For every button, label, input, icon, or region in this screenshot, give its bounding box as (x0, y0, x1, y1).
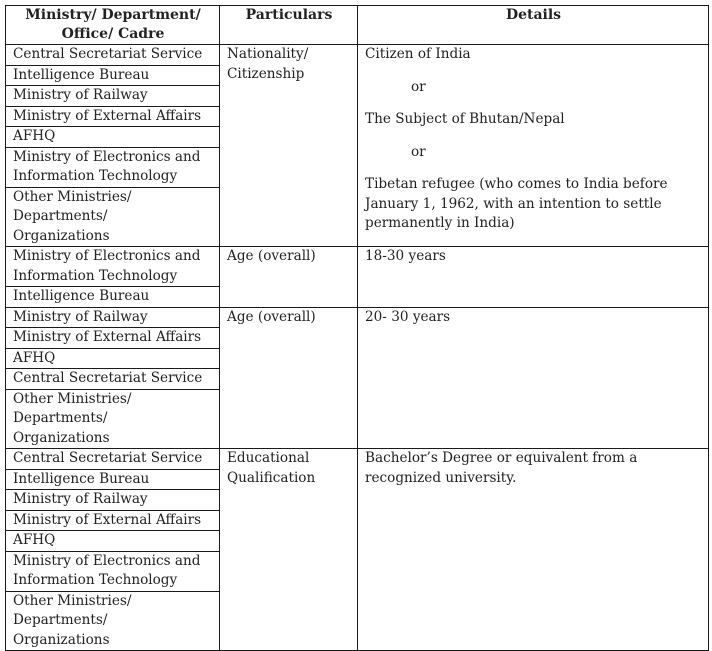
department-cell (6, 490, 220, 511)
details-or-text: or (411, 143, 426, 160)
department-cell (6, 551, 220, 591)
header-details: Details (358, 6, 709, 45)
department-cell (6, 389, 220, 449)
department-line: Ministry of External Affairs (13, 511, 202, 528)
particulars-cell (220, 247, 358, 308)
table-row (6, 307, 709, 328)
details-cell (358, 45, 709, 247)
department-cell (6, 328, 220, 349)
department-cell (6, 86, 220, 107)
department-cell (6, 531, 220, 552)
particulars-line: Qualification (227, 469, 316, 486)
details-citizen-text: Citizen of India (365, 46, 471, 62)
department-line: Information Technology (13, 168, 178, 184)
department-line: AFHQ (13, 128, 56, 144)
department-line: Departments/ (13, 410, 108, 426)
header-ministry-line: Office/ Cadre (61, 26, 165, 42)
spacer (365, 65, 702, 78)
department-line: Other Ministries/ (13, 390, 132, 407)
department-line: Ministry of Railway (13, 87, 148, 103)
department-cell (6, 348, 220, 369)
particulars-cell (220, 307, 358, 449)
eligibility-table (5, 5, 709, 651)
department-line: Ministry of External Affairs (13, 329, 202, 345)
department-line: Intelligence Bureau (13, 288, 150, 304)
department-line: AFHQ (13, 532, 56, 548)
department-line: Organizations (13, 227, 110, 244)
spacer (365, 130, 702, 143)
department-line: Information Technology (13, 267, 178, 284)
details-subject-text: The Subject of Bhutan/Nepal (365, 111, 565, 127)
details-tibetan-line: permanently in India) (365, 215, 515, 231)
details-tibetan-line: January 1, 1962, with an intention to settle (365, 195, 662, 212)
details-line: recognized university. (365, 469, 517, 486)
department-line: Other Ministries/ (13, 188, 132, 205)
department-line: Ministry of Railway (13, 308, 148, 325)
header-ministry-line: Ministry/ Department/ (25, 7, 201, 23)
spacer (365, 162, 702, 175)
department-line: Departments/ (13, 612, 108, 628)
table-row (6, 45, 709, 66)
spacer (365, 97, 702, 110)
header-row (6, 6, 709, 45)
department-line: Central Secretariat Service (13, 450, 203, 466)
department-line: Other Ministries/ (13, 592, 132, 609)
particulars-line: Age (overall) (227, 248, 316, 264)
department-line: Organizations (13, 429, 110, 446)
details-cell (358, 449, 709, 651)
department-line: Departments/ (13, 208, 108, 224)
department-cell (6, 449, 220, 470)
department-line: Ministry of Railway (13, 491, 148, 507)
department-cell (6, 65, 220, 86)
department-line: Ministry of Electronics and (13, 148, 201, 165)
table-row (6, 449, 709, 470)
department-cell (6, 187, 220, 247)
department-cell (6, 247, 220, 287)
header-particulars: Particulars (220, 6, 358, 45)
particulars-cell (220, 449, 358, 651)
details-cell (358, 247, 709, 308)
department-cell (6, 106, 220, 127)
department-line: Intelligence Bureau (13, 470, 150, 487)
department-cell (6, 127, 220, 148)
particulars-cell (220, 45, 358, 247)
details-tibetan-line: Tibetan refugee (who comes to India before (365, 176, 668, 192)
department-cell (6, 147, 220, 187)
table-row (6, 247, 709, 287)
department-cell (6, 287, 220, 308)
department-line: Organizations (13, 631, 110, 648)
department-line: Central Secretariat Service (13, 370, 203, 386)
particulars-line: Nationality/ (227, 46, 309, 62)
department-cell (6, 469, 220, 490)
department-cell (6, 307, 220, 328)
department-line: Central Secretariat Service (13, 46, 203, 62)
details-text: 20- 30 years (365, 308, 451, 325)
details-line: Bachelor’s Degree or equivalent from a (365, 450, 638, 466)
details-cell (358, 307, 709, 449)
department-line: Intelligence Bureau (13, 66, 150, 83)
department-line: Information Technology (13, 572, 178, 588)
department-cell (6, 591, 220, 651)
particulars-line: Age (overall) (227, 308, 316, 325)
particulars-line: Citizenship (227, 65, 305, 82)
department-cell (6, 369, 220, 390)
details-text: 18-30 years (365, 248, 446, 264)
department-line: Ministry of Electronics and (13, 552, 201, 569)
department-line: Ministry of External Affairs (13, 107, 202, 124)
department-line: Ministry of Electronics and (13, 248, 201, 264)
department-cell (6, 45, 220, 66)
header-ministry (6, 6, 220, 45)
department-cell (6, 510, 220, 531)
department-line: AFHQ (13, 349, 56, 366)
details-or-text: or (411, 78, 426, 95)
particulars-line: Educational (227, 450, 310, 466)
